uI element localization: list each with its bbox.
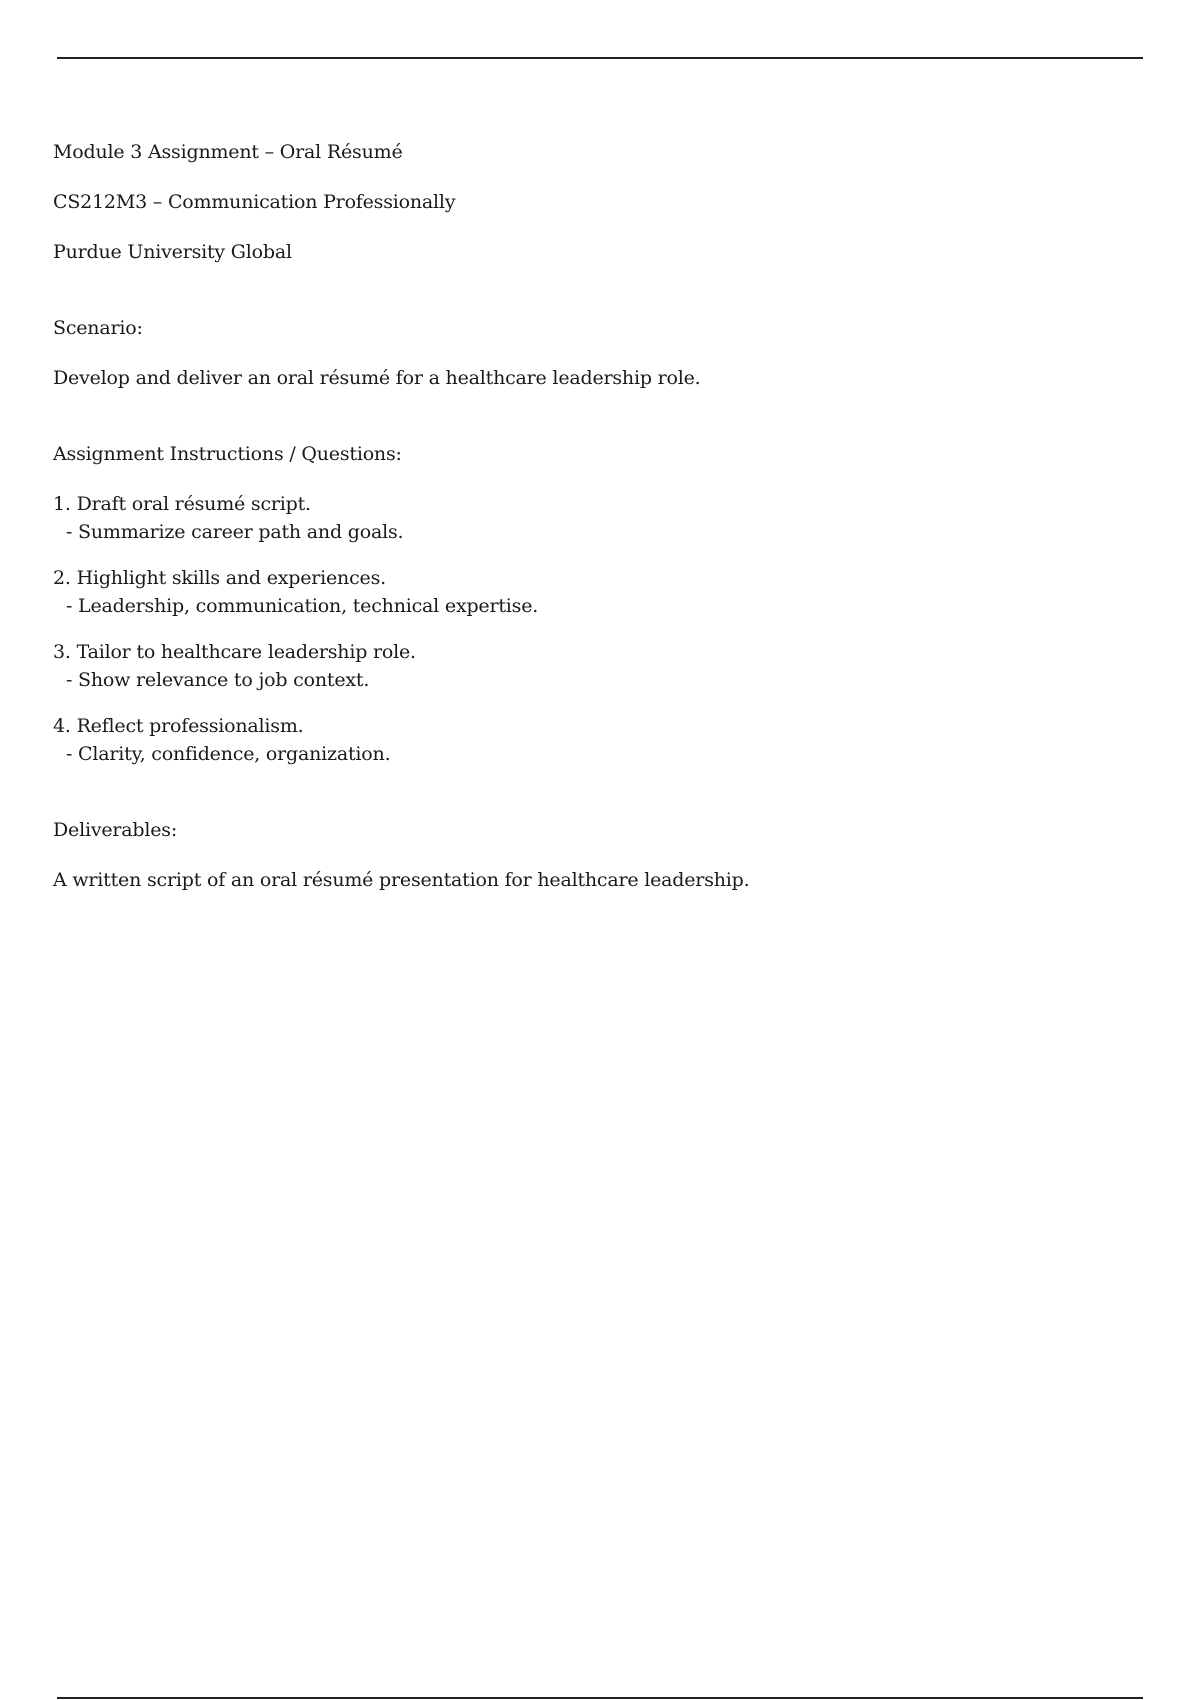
document-body [53, 138, 1133, 894]
instruction-detail: - Summarize career path and goals. [66, 521, 404, 543]
instruction-item [53, 712, 1133, 768]
instruction-item [53, 638, 1133, 694]
instruction-item [53, 490, 1133, 546]
instruction-label: 4. Reflect professionalism. [53, 715, 304, 737]
deliverables-heading: Deliverables: [53, 819, 178, 841]
bottom-rule [57, 1697, 1143, 1699]
instruction-label: 2. Highlight skills and experiences. [53, 567, 386, 589]
deliverables-text: A written script of an oral résumé presentation for healthcare leadership. [53, 869, 750, 891]
instruction-detail: - Show relevance to job context. [66, 669, 370, 691]
scenario-heading: Scenario: [53, 317, 143, 339]
institution-name: Purdue University Global [53, 241, 292, 263]
instruction-detail: - Clarity, confidence, organization. [66, 743, 391, 765]
instruction-label: 3. Tailor to healthcare leadership role. [53, 641, 416, 663]
assignment-title: Module 3 Assignment – Oral Résumé [53, 141, 403, 163]
instruction-label: 1. Draft oral résumé script. [53, 493, 311, 515]
top-rule [57, 57, 1143, 59]
instruction-detail: - Leadership, communication, technical expertise. [66, 595, 539, 617]
instructions-heading: Assignment Instructions / Questions: [53, 443, 402, 465]
course-title: CS212M3 – Communication Professionally [53, 191, 456, 213]
scenario-text: Develop and deliver an oral résumé for a healthcare leadership role. [53, 367, 701, 389]
instruction-item [53, 564, 1133, 620]
